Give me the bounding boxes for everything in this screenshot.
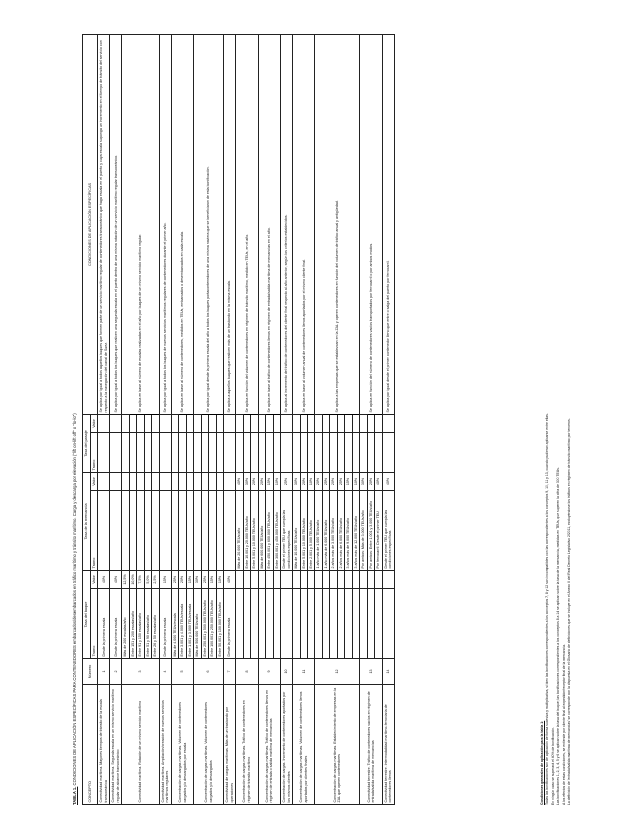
pasaje-valor-cell [266, 414, 273, 432]
buque-valor-cell: 40% [110, 570, 122, 588]
pasaje-tramo-cell [144, 432, 151, 472]
buque-tramo-cell: Entre 100.001 y 250.000 TEUs/año [209, 589, 216, 659]
buque-tramo-cell [345, 589, 352, 659]
pasaje-valor-cell [330, 414, 337, 432]
buque-tramo-cell [322, 589, 329, 659]
buque-tramo-cell [273, 589, 280, 659]
mercancia-tramo-cell: Desde el primer TEU que cumpla las condiciones específicas [382, 490, 394, 570]
condiciones-cell: Se aplica en función del número de contenedores vacíos transportados por ferrocarril o por ambos modos. [360, 34, 382, 414]
buque-valor-cell [345, 570, 352, 588]
mercancia-valor-cell: 30% [293, 472, 300, 490]
numero-cell: 6 [194, 659, 224, 685]
mercancia-valor-cell [98, 472, 110, 490]
mercancia-valor-cell [171, 472, 178, 490]
buque-valor-cell [382, 570, 394, 588]
pasaje-valor-cell [201, 414, 208, 432]
concepto-cell: Conectividad de cargas marítimas. Más de un trasbordo por operaciones [224, 685, 236, 805]
mercancia-tramo-cell [137, 490, 144, 570]
condiciones-cell: Se aplica al incremento del tráfico de contenedores del cliente final respecto al año anterior, según los criterios establecidos. [281, 34, 293, 414]
mercancia-tramo-cell [152, 490, 159, 570]
mercancia-valor-cell [152, 472, 159, 490]
mercancia-valor-cell: 20% [330, 472, 337, 490]
buque-valor-cell [337, 570, 344, 588]
buque-valor-cell: 7,5% [137, 570, 144, 588]
mercancia-valor-cell: 30% [243, 472, 250, 490]
pasaje-valor-cell [308, 414, 315, 432]
buque-valor-cell: 40% [224, 570, 236, 588]
mercancia-tramo-cell: Desde el primer TEU que cumpla las condiciones específicas [281, 490, 293, 570]
condiciones-cell: Se aplica por igual a todos los buques que realicen una segunda escala en el puerto dentro de una misma rotación de un servicio marítimo regular transoceánico. [110, 34, 122, 414]
table-row [224, 34, 236, 804]
pasaje-tramo-cell [243, 432, 250, 472]
condiciones-cell: Se aplica por igual a todos los buques de nuevos servicios marítimos regulares de contenedores durante el primer año. [159, 34, 171, 414]
buque-valor-cell: 15% [159, 570, 171, 588]
mercancia-tramo-cell: 2 años más de 3.000 TEUs/año [330, 490, 337, 570]
buque-valor-cell [308, 570, 315, 588]
pasaje-valor-cell [352, 414, 359, 432]
buque-tramo-cell: Más de 4.000 TEUs/escala [171, 589, 178, 659]
buque-tramo-cell [375, 589, 382, 659]
pasaje-tramo-cell [129, 432, 136, 472]
mercancia-valor-cell: 20% [300, 472, 307, 490]
pasaje-valor-cell [144, 414, 151, 432]
pasaje-valor-cell [258, 414, 265, 432]
pasaje-tramo-cell [382, 432, 394, 472]
condiciones-cell: Se aplica en base al número de contenedores, medidos en TEUs, embarcados o desembarcados en cada escala. [171, 34, 193, 414]
condiciones-cell: Se aplica en base al volumen anual de contenedores llenos aportados por el mismo cliente final. [293, 34, 315, 414]
mercancia-valor-cell: 40% [236, 472, 243, 490]
buque-valor-cell [236, 570, 243, 588]
pasaje-tramo-cell [281, 432, 293, 472]
pasaje-tramo-cell [236, 432, 243, 472]
concepto-cell: Conectividad terrestre. Intermodalidad marítimo-ferroviaria de contenedores llenos [382, 685, 394, 805]
buque-tramo-cell [251, 589, 258, 659]
pasaje-tramo-cell [352, 432, 359, 472]
buque-valor-cell [352, 570, 359, 588]
buque-tramo-cell [266, 589, 273, 659]
pasaje-valor-cell [367, 414, 374, 432]
mercancia-tramo-cell: Entre 300.001 y 450.000 TEUs/año [273, 490, 280, 570]
pasaje-tramo-cell [300, 432, 307, 472]
header-concepto: CONCEPTO [83, 685, 98, 805]
concepto-cell: Concentración de cargas marítimas. Establecimiento de empresas en la ZAL que operen contenedores [315, 685, 360, 805]
note-item: Todas las bonificaciones son de aplicación de forma sucesiva y multiplicativa, si bien las bonificaciones correspondientes a los conceptos 7, 8 y 12 son incompatibles con las correspondientes a los conceptos 9, 10, 11 y 13, cuando pudieran aplicarse entre ellas. [545, 413, 550, 805]
pasaje-tramo-cell [293, 432, 300, 472]
numero-cell: 11 [293, 659, 315, 685]
table-row [258, 34, 265, 804]
pasaje-valor-cell [224, 414, 236, 432]
mercancia-valor-cell [122, 472, 129, 490]
concepto-cell: Concentración de cargas. Incremento de contenedores aportados por los mismos clientes [281, 685, 293, 805]
condiciones-cell: Se aplica por igual a todos aquellos buques que formen parte de un servicio marítimo regular de contenedores transoceánico que haga escala en el puerto y cuya escala suponga un incremento en el tiempo de tránsito del servicio con respecto a la navegación del canal de Suez. [98, 34, 110, 414]
pasaje-tramo-cell [308, 432, 315, 472]
header-buque-tramo: Tramo [90, 589, 98, 659]
pasaje-valor-cell [281, 414, 293, 432]
buque-valor-cell: 25% [171, 570, 178, 588]
mercancia-tramo-cell [216, 490, 223, 570]
mercancia-tramo-cell: Entre 5.001 y 10.000 TEUs/año [251, 490, 258, 570]
pasaje-valor-cell [243, 414, 250, 432]
mercancia-tramo-cell [98, 490, 110, 570]
pasaje-valor-cell [179, 414, 186, 432]
condiciones-cell: Se aplica a aquellos buques que realicen más de un trasbordo en la misma escala. [224, 34, 236, 414]
buque-valor-cell [273, 570, 280, 588]
mercancia-tramo-cell: Por ferrocarril: Desde el primer TEU [375, 490, 382, 570]
buque-tramo-cell: Desde la primera escala [224, 589, 236, 659]
pasaje-valor-cell [382, 414, 394, 432]
pasaje-valor-cell [251, 414, 258, 432]
table-body [98, 34, 394, 804]
concepto-cell: Conectividad marítima. Segunda escala en un mismo servicio marítimo regular de alcance transoceánico [110, 685, 122, 805]
mercancia-tramo-cell [110, 490, 122, 570]
concepto-cell: Concentración de cargas marítimas. Tráfico de contenedores en régimen de tránsito marítimo [236, 685, 258, 805]
buque-tramo-cell [382, 589, 394, 659]
buque-tramo-cell [243, 589, 250, 659]
pasaje-tramo-cell [110, 432, 122, 472]
mercancia-tramo-cell: Por ambos: Entre 1.001 y 3.000 TEUs/año [367, 490, 374, 570]
buque-valor-cell [330, 570, 337, 588]
numero-cell: 8 [236, 659, 258, 685]
buque-tramo-cell: Entre 3.001 y 4.000 TEUs/escala [179, 589, 186, 659]
table-row [236, 34, 243, 804]
buque-tramo-cell: Entre 250.001 y 500.000 TEUs/año [201, 589, 208, 659]
mercancia-tramo-cell: 1 año más de 6.000 TEUs/año [322, 490, 329, 570]
numero-cell: 5 [171, 659, 193, 685]
pasaje-tramo-cell [186, 432, 193, 472]
numero-cell: 2 [110, 659, 122, 685]
numero-cell: 9 [258, 659, 280, 685]
buque-tramo-cell [258, 589, 265, 659]
buque-tramo-cell [308, 589, 315, 659]
mercancia-tramo-cell: 3 años más de 9.000 TEUs/año [345, 490, 352, 570]
pasaje-tramo-cell [273, 432, 280, 472]
mercancia-valor-cell: 20% [367, 472, 374, 490]
pasaje-valor-cell [360, 414, 367, 432]
buque-tramo-cell: Entre 1.001 y 3.000 TEUs/escala [186, 589, 193, 659]
buque-tramo-cell [236, 589, 243, 659]
table-row [98, 34, 110, 804]
pasaje-tramo-cell [251, 432, 258, 472]
mercancia-tramo-cell: Por ambos: Más de 3.000 TEUs/año [360, 490, 367, 570]
general-conditions-notes [540, 35, 573, 805]
buque-valor-cell [315, 570, 322, 588]
mercancia-valor-cell [224, 472, 236, 490]
buque-tramo-cell: Entre 26 y 50 escalas/año [152, 589, 159, 659]
pasaje-valor-cell [322, 414, 329, 432]
buque-tramo-cell [293, 589, 300, 659]
mercancia-tramo-cell: 2 años más de 6.000 TEUs/año [337, 490, 344, 570]
concepto-cell: Concentración de cargas marítimas. Volumen de contenedores cargados y/o descargados [194, 685, 224, 805]
condiciones-cell: Se aplica en base al número de escalas realizadas en el año por buques de un mismo servicio marítimo regular. [122, 34, 159, 414]
buque-valor-cell: 5,0% [144, 570, 151, 588]
pasaje-tramo-cell [360, 432, 367, 472]
header-buque-valor: Valor [90, 570, 98, 588]
mercancia-tramo-cell [159, 490, 171, 570]
mercancia-valor-cell [179, 472, 186, 490]
concepto-cell: Concentración de cargas marítimas. Volumen de contenedores llenos aportados por clientes finales [293, 685, 315, 805]
header-condiciones: CONDICIONES DE APLICACIÓN ESPECÍFICAS [83, 34, 98, 414]
buque-tramo-cell [337, 589, 344, 659]
mercancia-tramo-cell: Entre 5.001 y 10.000 TEUs/año [300, 490, 307, 570]
mercancia-valor-cell: 20% [251, 472, 258, 490]
pasaje-valor-cell [152, 414, 159, 432]
concepto-cell: Concentración de cargas marítimas. Tráfico de contenedores llenos en régimen de entrada o salida marítima de mercancías [258, 685, 280, 805]
pasaje-tramo-cell [266, 432, 273, 472]
note-item: La definición de 'entrada/salida marítima de mercancías' se corresponde con la dispuesta en el Glosario de definiciones que se incluye en el Anexo II del Real Decreto Legislativo 2/2011, excluyéndose los tráficos en régimen de tránsito marítimo por terceros. [567, 418, 572, 805]
pasaje-tramo-cell [375, 432, 382, 472]
mercancia-valor-cell [137, 472, 144, 490]
mercancia-valor-cell: 25% [281, 472, 293, 490]
rotated-document-page [60, 25, 620, 815]
buque-valor-cell: 25% [201, 570, 208, 588]
pasaje-tramo-cell [345, 432, 352, 472]
pasaje-valor-cell [216, 414, 223, 432]
mercancia-tramo-cell: 1 año más de 1.000 TEUs/año [315, 490, 322, 570]
mercancia-tramo-cell: Entre 450.001 y 600.000 TEUs/año [266, 490, 273, 570]
condiciones-cell: Se aplica por igual desde el primer contenedor lleno que entre o salga del puerto por ferrocarril. [382, 34, 394, 414]
numero-cell: 7 [224, 659, 236, 685]
buque-tramo-cell [281, 589, 293, 659]
header-tasa-pasaje: Tasa del pasaje [83, 414, 91, 472]
mercancia-tramo-cell [129, 490, 136, 570]
pasaje-tramo-cell [337, 432, 344, 472]
pasaje-valor-cell [300, 414, 307, 432]
numero-cell: 1 [98, 659, 110, 685]
mercancia-tramo-cell: Más de 20.000 TEUs/año [236, 490, 243, 570]
mercancia-valor-cell [159, 472, 171, 490]
pasaje-valor-cell [186, 414, 193, 432]
mercancia-valor-cell: 10% [352, 472, 359, 490]
buque-valor-cell: 10% [216, 570, 223, 588]
buque-valor-cell [300, 570, 307, 588]
numero-cell: 12 [315, 659, 360, 685]
buque-tramo-cell: Más de 200 escalas/año [122, 589, 129, 659]
buque-valor-cell: 20% [179, 570, 186, 588]
buque-valor-cell [293, 570, 300, 588]
header-pasaje-tramo: Tramo [90, 432, 98, 472]
buque-tramo-cell: Entre 151 y 200 escalas/año [129, 589, 136, 659]
mercancia-valor-cell: 25% [337, 472, 344, 490]
buque-tramo-cell [300, 589, 307, 659]
table-row [293, 34, 300, 804]
mercancia-valor-cell [129, 472, 136, 490]
header-tasa-buque: Tasa del buque [83, 570, 91, 658]
table-title-text: CONDICIONES DE APLICACIÓN ESPECÍFICAS PARA CONTENEDORES embarcados/desembarcados en tráfico marítimo y tránsito marítimo. Carga y descarga por elevación ("lift on-lift off" o "lo-lo") [72, 413, 77, 786]
mercancia-tramo-cell [224, 490, 236, 570]
pasaje-valor-cell [375, 414, 382, 432]
pasaje-tramo-cell [367, 432, 374, 472]
pasaje-tramo-cell [216, 432, 223, 472]
buque-valor-cell [281, 570, 293, 588]
buque-tramo-cell [367, 589, 374, 659]
pasaje-valor-cell [159, 414, 171, 432]
pasaje-valor-cell [345, 414, 352, 432]
buque-valor-cell: 15% [209, 570, 216, 588]
table-row [194, 34, 201, 804]
buque-valor-cell: 15% [186, 570, 193, 588]
mercancia-tramo-cell [209, 490, 216, 570]
notes-heading: Condiciones generales de aplicación para la tabla 1: [540, 720, 544, 805]
note-item: Las bonificaciones 1, 2, 3, 4, 5 y 6 se aplican sobre la tasa del buque; las bonificaciones correspondientes a los conceptos 8 a 14 se aplican sobre la tasa de la mercancía, medidas en TEUs, que superen la cifra de 300 TEUs. [556, 467, 561, 805]
mercancia-tramo-cell: Entre 2.001 y 5.000 TEUs/año [308, 490, 315, 570]
concepto-cell: Conectividad marítima. Mayores tiempos de tránsito de la escala transoceánica [98, 685, 110, 805]
buque-valor-cell: 10,0% [129, 570, 136, 588]
table-title [72, 413, 77, 805]
header-tasa-mercancia: Tasa de la mercancía [83, 472, 91, 570]
buque-tramo-cell: Desde la primera escala [159, 589, 171, 659]
pasaje-valor-cell [209, 414, 216, 432]
mercancia-tramo-cell [179, 490, 186, 570]
buque-tramo-cell: Más de 500.000 TEUs/año [194, 589, 201, 659]
buque-valor-cell: 2,5% [152, 570, 159, 588]
table-row [110, 34, 122, 804]
concepto-cell: Concentración de cargas marítimas. Volumen de contenedores cargados y/o descargados por escala [171, 685, 193, 805]
buque-valor-cell [322, 570, 329, 588]
mercancia-valor-cell: 15% [266, 472, 273, 490]
buque-tramo-cell: Entre 51 y 90 escalas/año [144, 589, 151, 659]
buque-valor-cell [375, 570, 382, 588]
mercancia-valor-cell: 15% [345, 472, 352, 490]
table-row [122, 34, 129, 804]
header-mercancia-valor: Valor [90, 472, 98, 490]
table-row [315, 34, 322, 804]
header-mercancia-tramo: Tramo [90, 490, 98, 570]
pasaje-valor-cell [315, 414, 322, 432]
mercancia-tramo-cell [194, 490, 201, 570]
pasaje-tramo-cell [224, 432, 236, 472]
mercancia-tramo-cell [186, 490, 193, 570]
pasaje-valor-cell [129, 414, 136, 432]
pasaje-tramo-cell [209, 432, 216, 472]
pasaje-tramo-cell [201, 432, 208, 472]
buque-valor-cell [266, 570, 273, 588]
mercancia-valor-cell [209, 472, 216, 490]
mercancia-tramo-cell [171, 490, 178, 570]
mercancia-tramo-cell: 3 años más de 12.000 TEUs/año [352, 490, 359, 570]
pasaje-valor-cell [110, 414, 122, 432]
pasaje-valor-cell [293, 414, 300, 432]
pasaje-tramo-cell [152, 432, 159, 472]
concepto-cell: Conectividad marítima. Rotación de un mismo servicio marítimo [122, 685, 159, 805]
table-row [171, 34, 178, 804]
pasaje-tramo-cell [98, 432, 110, 472]
mercancia-valor-cell: 30% [360, 472, 367, 490]
mercancia-valor-cell [216, 472, 223, 490]
pasaje-tramo-cell [322, 432, 329, 472]
mercancia-valor-cell: 40% [375, 472, 382, 490]
pasaje-valor-cell [98, 414, 110, 432]
mercancia-tramo-cell [122, 490, 129, 570]
mercancia-valor-cell: 20% [315, 472, 322, 490]
note-item: En ningún caso se superará el 40% de bonificación. [550, 726, 555, 805]
pasaje-tramo-cell [137, 432, 144, 472]
table-row [382, 34, 394, 804]
pasaje-tramo-cell [315, 432, 322, 472]
table-title-label: TABLA 1. [72, 786, 77, 805]
buque-tramo-cell [352, 589, 359, 659]
pasaje-tramo-cell [194, 432, 201, 472]
buque-tramo-cell: Entre 50.001 y 100.000 TEUs/año [216, 589, 223, 659]
mercancia-valor-cell: 40% [382, 472, 394, 490]
numero-cell: 10 [281, 659, 293, 685]
mercancia-valor-cell: 10% [273, 472, 280, 490]
table-row [360, 34, 367, 804]
mercancia-tramo-cell: Entre 10.001 y 20.000 TEUs/año [243, 490, 250, 570]
conditions-table [82, 34, 395, 805]
concepto-cell: Conectividad terrestre. Tráfico de contenedores vacíos en régimen de entrada/salida marítima de mercancías [360, 685, 382, 805]
pasaje-valor-cell [273, 414, 280, 432]
mercancia-valor-cell [201, 472, 208, 490]
condiciones-cell: Se aplica en base al tráfico de contenedores llenos en régimen de entrada/salida marítima de mercancías en el año. [258, 34, 280, 414]
pasaje-tramo-cell [258, 432, 265, 472]
pasaje-tramo-cell [171, 432, 178, 472]
condiciones-cell: Se aplica a las empresas que se establezcan en la ZAL y operen contenedores en función del volumen de tráfico anual y antigüedad. [315, 34, 360, 414]
mercancia-tramo-cell [144, 490, 151, 570]
buque-valor-cell [251, 570, 258, 588]
condiciones-cell: Se aplica en función del volumen de contenedores en régimen de tránsito marítimo, medido en TEUs, en el año. [236, 34, 258, 414]
table-row [281, 34, 293, 804]
note-item: A los efectos de estas condiciones, se entiende por cliente final al expedidor/receptor final de la mercancía. [561, 644, 566, 805]
numero-cell: 4 [159, 659, 171, 685]
numero-cell: 13 [360, 659, 382, 685]
buque-valor-cell [360, 570, 367, 588]
mercancia-valor-cell: 10% [308, 472, 315, 490]
concepto-cell: Conectividad marítima. Ampliación/creación de nuevos servicios marítimos regulares [159, 685, 171, 805]
buque-valor-cell: 40% [98, 570, 110, 588]
buque-tramo-cell [330, 589, 337, 659]
buque-valor-cell: 30% [194, 570, 201, 588]
pasaje-tramo-cell [159, 432, 171, 472]
buque-tramo-cell: Desde la primera escala [98, 589, 110, 659]
buque-tramo-cell [360, 589, 367, 659]
pasaje-valor-cell [194, 414, 201, 432]
condiciones-cell: Se aplica por igual desde la primera escala del año a todos los buques portacontenedores de una misma naviera que se beneficiaron de esta bonificación. [194, 34, 224, 414]
header-pasaje-valor: Valor [90, 414, 98, 432]
mercancia-valor-cell [110, 472, 122, 490]
buque-valor-cell [243, 570, 250, 588]
buque-tramo-cell: Entre 91 y 150 escalas/año [137, 589, 144, 659]
mercancia-valor-cell: 20% [258, 472, 265, 490]
numero-cell: 14 [382, 659, 394, 685]
header-numero: Número [83, 659, 98, 685]
pasaje-valor-cell [122, 414, 129, 432]
pasaje-valor-cell [236, 414, 243, 432]
pasaje-valor-cell [337, 414, 344, 432]
pasaje-tramo-cell [122, 432, 129, 472]
buque-tramo-cell: Desde la primera escala [110, 589, 122, 659]
numero-cell: 3 [122, 659, 159, 685]
mercancia-valor-cell [194, 472, 201, 490]
buque-valor-cell: 12,5% [122, 570, 129, 588]
pasaje-valor-cell [137, 414, 144, 432]
mercancia-tramo-cell: Más de 10.000 TEUs/año [293, 490, 300, 570]
buque-valor-cell [258, 570, 265, 588]
mercancia-valor-cell [186, 472, 193, 490]
table-row [159, 34, 171, 804]
mercancia-valor-cell [144, 472, 151, 490]
pasaje-tramo-cell [179, 432, 186, 472]
mercancia-tramo-cell [201, 490, 208, 570]
mercancia-tramo-cell: Más de 600.000 TEUs/año [258, 490, 265, 570]
pasaje-valor-cell [171, 414, 178, 432]
buque-valor-cell [367, 570, 374, 588]
pasaje-tramo-cell [330, 432, 337, 472]
buque-tramo-cell [315, 589, 322, 659]
mercancia-valor-cell: 25% [322, 472, 329, 490]
